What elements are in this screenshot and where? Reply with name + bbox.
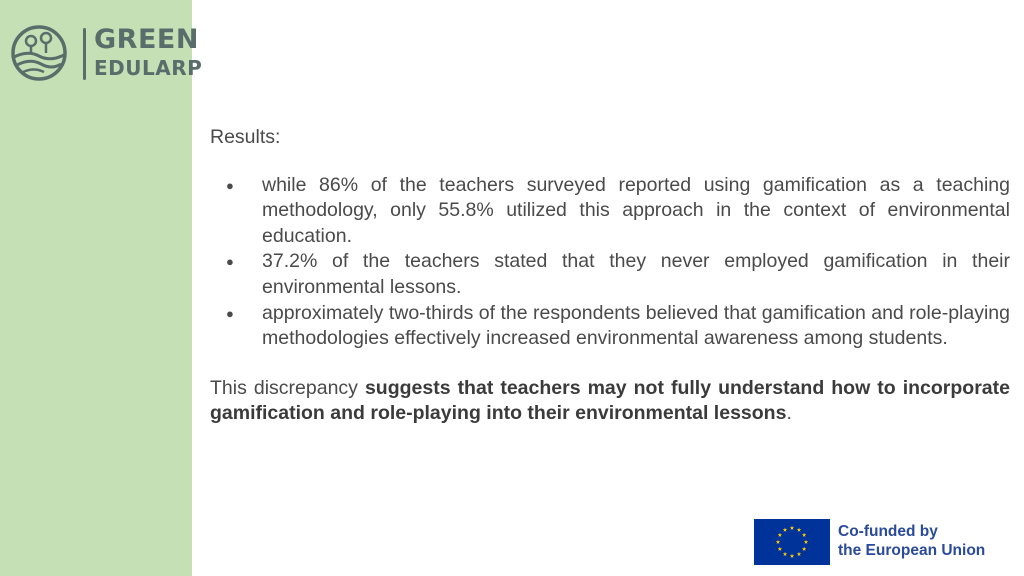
eu-cofunded-text — [838, 522, 985, 560]
eu-line-1: Co-funded by — [838, 523, 938, 540]
bullet-icon: ● — [226, 177, 234, 193]
logo-title-edularp: EDULARP — [94, 56, 203, 80]
bullet-icon: ● — [226, 254, 234, 270]
eu-flag-icon — [754, 519, 830, 565]
results-heading: Results: — [210, 126, 281, 148]
eu-line-2: the European Union — [838, 542, 986, 559]
bullet-text: approximately two-thirds of the respondents believed that gamification and role-playing methodologies effectively increased environmental awareness among students. — [262, 301, 1010, 350]
list-item — [210, 301, 1010, 352]
conclusion-lead: This discrepancy — [210, 376, 365, 399]
green-edularp-logo — [10, 24, 203, 84]
slide-content — [210, 125, 1010, 427]
logo-divider — [83, 28, 86, 80]
sidebar — [0, 0, 203, 576]
bullet-text: 37.2% of the teachers stated that they never employed gamification in their environmental lessons. — [262, 250, 1010, 298]
bullet-icon: ● — [226, 305, 234, 321]
conclusion-paragraph — [210, 376, 1010, 427]
eu-cofunded-badge — [754, 519, 1016, 565]
conclusion-emphasis: suggests that teachers may not fully understand how to incorporate gamification and role-playing into their environmental lessons — [210, 376, 1010, 425]
globe-people-icon — [10, 24, 68, 82]
logo-title-green: GREEN — [94, 24, 199, 55]
list-item — [210, 249, 1010, 300]
bullet-text: while 86% of the teachers surveyed reported using gamification as a teaching methodology, only 55.8% utilized this approach in the context of environmental education. — [262, 173, 1010, 247]
list-item — [210, 173, 1010, 250]
results-list — [210, 173, 1010, 352]
conclusion-period: . — [786, 402, 792, 425]
